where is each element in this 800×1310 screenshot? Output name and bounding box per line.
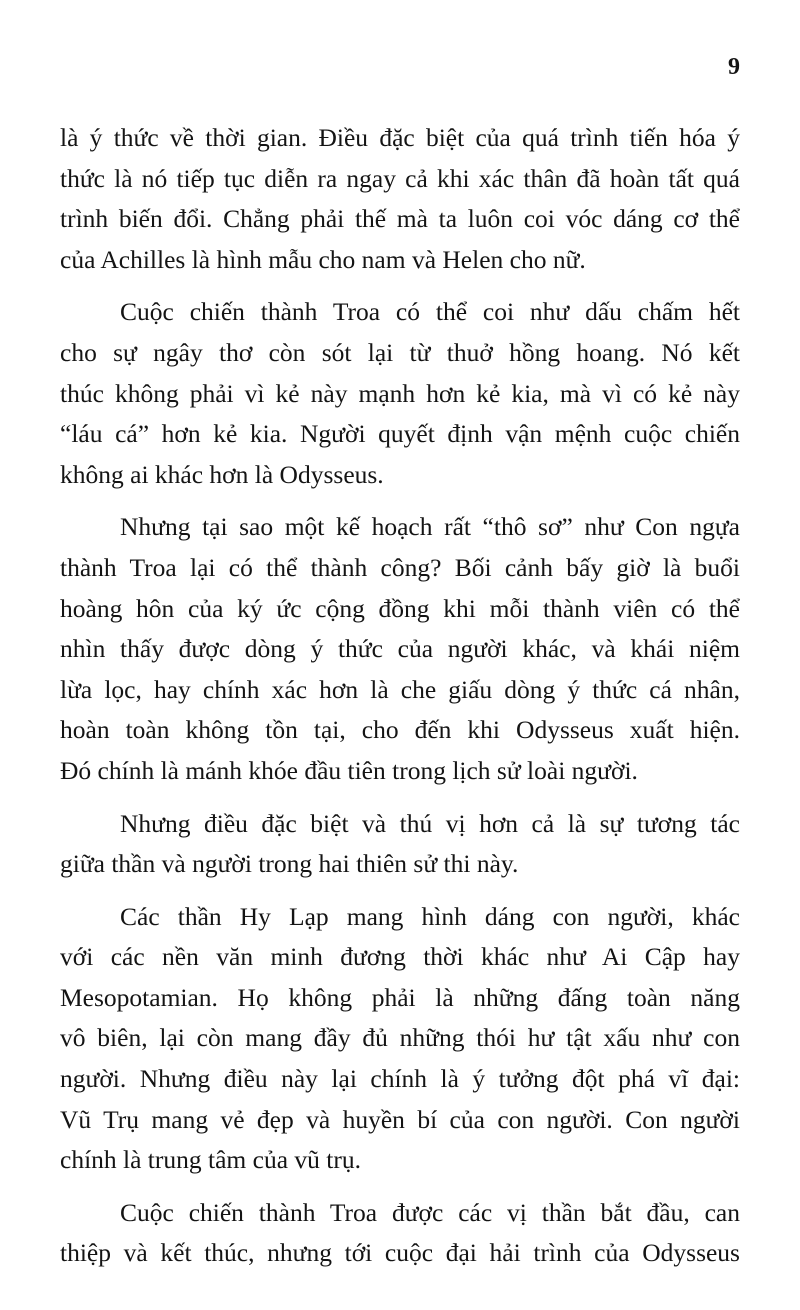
text-line: của Achilles là hình mẫu cho nam và Helen cho nữ. xyxy=(60,244,586,274)
text-line: Vũ Trụ mang vẻ đẹp và huyền bí của con người. Con người xyxy=(60,1104,740,1134)
text-line: thiệp và kết thúc, nhưng tới cuộc đại hải trình của Odysseus xyxy=(60,1238,740,1268)
text-line: cho sự ngây thơ còn sót lại từ thuở hồng hoang. Nó kết xyxy=(60,337,740,367)
text-line: không ai khác hơn là Odysseus. xyxy=(60,459,384,489)
paragraph xyxy=(60,897,740,1181)
text-line: Các thần Hy Lạp mang hình dáng con người, khác xyxy=(120,901,740,931)
text-line: giữa thần và người trong hai thiên sử thi này. xyxy=(60,849,519,879)
text-body xyxy=(60,118,740,1286)
text-line: nhìn thấy được dòng ý thức của người khác, và khái niệm xyxy=(60,634,740,664)
text-line: Nhưng điều đặc biệt và thú vị hơn cả là sự tương tác xyxy=(120,808,740,838)
paragraph xyxy=(60,1193,740,1274)
text-line: là ý thức về thời gian. Điều đặc biệt của quá trình tiến hóa ý xyxy=(60,123,740,152)
text-line: hoàng hôn của ký ức cộng đồng khi mỗi thành viên có thể xyxy=(60,593,740,623)
page-number: 9 xyxy=(728,54,740,80)
text-line: lừa lọc, hay chính xác hơn là che giấu dòng ý thức cá nhân, xyxy=(60,674,740,704)
paragraph xyxy=(60,507,740,791)
text-line: thành Troa lại có thể thành công? Bối cảnh bấy giờ là buổi xyxy=(60,552,740,582)
paragraph xyxy=(60,118,740,280)
text-line: thúc không phải vì kẻ này mạnh hơn kẻ kia, mà vì có kẻ này xyxy=(60,378,740,408)
text-line: người. Nhưng điều này lại chính là ý tưởng đột phá vĩ đại: xyxy=(60,1064,740,1094)
paragraph xyxy=(60,804,740,885)
text-line: Nhưng tại sao một kế hoạch rất “thô sơ” như Con ngựa xyxy=(120,512,740,542)
text-line: hoàn toàn không tồn tại, cho đến khi Odysseus xuất hiện. xyxy=(60,715,740,745)
text-line: chính là trung tâm của vũ trụ. xyxy=(60,1145,361,1175)
text-line: thức là nó tiếp tục diễn ra ngay cả khi xác thân đã hoàn tất quá xyxy=(60,163,740,193)
text-line: “láu cá” hơn kẻ kia. Người quyết định vận mệnh cuộc chiến xyxy=(60,419,740,449)
text-line: với các nền văn minh đương thời khác như Ai Cập hay xyxy=(60,942,740,972)
text-line: Mesopotamian. Họ không phải là những đấng toàn năng xyxy=(60,982,740,1012)
text-line: Đó chính là mánh khóe đầu tiên trong lịch sử loài người. xyxy=(60,755,638,785)
text-line: Cuộc chiến thành Troa được các vị thần bắt đầu, can xyxy=(120,1197,740,1227)
text-line: vô biên, lại còn mang đầy đủ những thói hư tật xấu như con xyxy=(60,1023,740,1053)
text-line: Cuộc chiến thành Troa có thể coi như dấu chấm hết xyxy=(120,297,740,327)
text-line: trình biến đổi. Chẳng phải thế mà ta luôn coi vóc dáng cơ thể xyxy=(60,204,740,234)
paragraph xyxy=(60,292,740,495)
